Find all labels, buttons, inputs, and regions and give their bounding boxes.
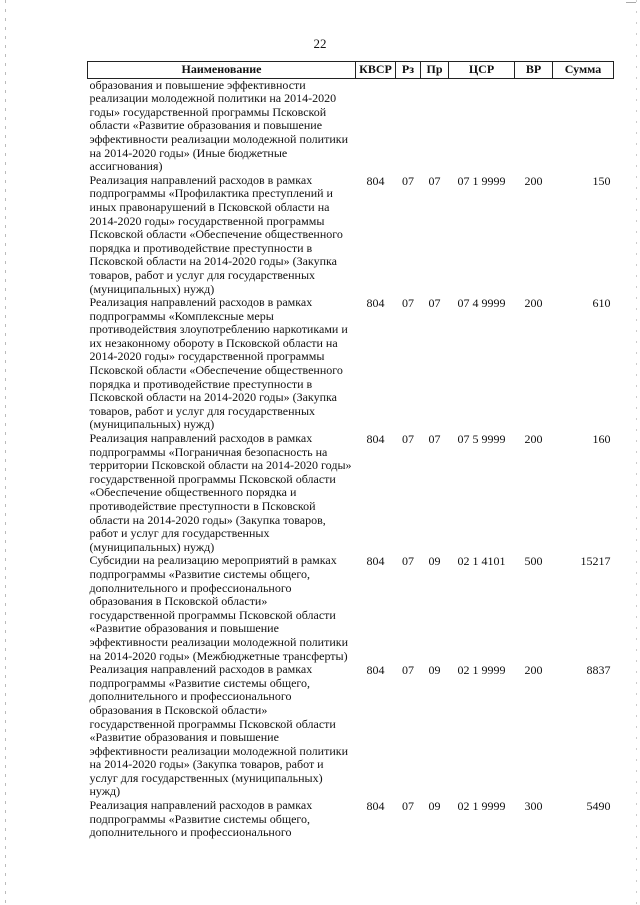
table-row — [88, 663, 614, 799]
row-kvsr: 804 — [366, 799, 385, 814]
table-row-continuation — [88, 78, 614, 174]
row-rz: 07 — [402, 296, 414, 311]
row-kvsr: 804 — [366, 554, 385, 569]
header-csr: ЦСР — [449, 62, 515, 79]
header-rz: Рз — [396, 62, 421, 79]
row-name: Субсидии на реализацию мероприятий в рамках подпрограммы «Развитие системы общего, дополнительного и профессионального образования в Псковской области» государственной программы Псковской области «Развитие образования и повышение эффективности реализации молодежной политики на 2014-2020 годы» (Межбюджетные трансферты) — [89, 553, 348, 663]
row-kvsr: 804 — [366, 173, 385, 188]
row-kvsr: 804 — [366, 296, 385, 311]
row-vr: 500 — [524, 554, 543, 569]
row-vr: 200 — [524, 173, 543, 188]
row-name: Реализация направлений расходов в рамках подпрограммы «Комплексные меры противодействия злоупотреблению наркотиками и их незаконному обороту в Псковской области на 2014-2020 годы» государственной программы Псковской области «Обеспечение общественного порядка и противодействие преступности в Псковской области на 2014-2020 годы» (Закупка товаров, работ и услуг для государственных (муниципальных) нужд) — [89, 295, 348, 432]
table-header-row — [88, 62, 614, 79]
table-row — [88, 432, 614, 554]
row-csr: 02 1 9999 — [457, 799, 506, 814]
header-pr: Пр — [421, 62, 449, 79]
row-vr: 200 — [524, 432, 543, 447]
row-pr: 09 — [428, 663, 441, 678]
row-rz: 07 — [402, 663, 414, 678]
table-row — [88, 799, 614, 840]
header-name: Наименование — [88, 62, 356, 79]
row-kvsr: 804 — [366, 663, 385, 678]
row-sum: 150 — [592, 173, 611, 188]
header-sum: Сумма — [553, 62, 614, 79]
row-vr: 200 — [524, 663, 543, 678]
row-pr: 07 — [428, 296, 441, 311]
scan-edge-right — [636, 0, 637, 905]
row-sum: 610 — [592, 296, 611, 311]
row-vr: 300 — [524, 799, 543, 814]
row-rz: 07 — [402, 554, 414, 569]
table-row — [88, 174, 614, 296]
row-kvsr: 804 — [366, 432, 385, 447]
table-row — [88, 554, 614, 663]
row-name: Реализация направлений расходов в рамках подпрограммы «Развитие системы общего, дополнительного и профессионального образования в Псковской области» государственной программы Псковской области «Развитие образования и повышение эффективности реализации молодежной политики на 2014-2020 годы» (Закупка товаров, работ и услуг для государственных (муниципальных) нужд) — [89, 662, 348, 799]
row-sum: 5490 — [586, 799, 611, 814]
row-csr: 02 1 4101 — [457, 554, 506, 569]
row-pr: 07 — [428, 173, 441, 188]
row-sum: 8837 — [586, 663, 611, 678]
row-rz: 07 — [402, 173, 414, 188]
row-name: Реализация направлений расходов в рамках подпрограммы «Профилактика преступлений и иных правонарушений в Псковской области на 2014-2020 годы» государственной программы Псковской области «Обеспечение общественного порядка и противодействие преступности в Псковской области на 2014-2020 годы» (Закупка товаров, работ и услуг для государственных (муниципальных) нужд) — [89, 172, 343, 296]
row-csr: 07 1 9999 — [457, 173, 506, 188]
budget-table — [87, 61, 614, 840]
row-pr: 09 — [428, 554, 441, 569]
row-sum: 15217 — [580, 554, 611, 569]
row-sum: 160 — [592, 432, 611, 447]
scan-edge-left — [5, 0, 6, 905]
row-csr: 07 5 9999 — [457, 432, 506, 447]
row-name: Реализация направлений расходов в рамках подпрограммы «Развитие системы общего, дополнительного и профессионального — [89, 798, 313, 840]
row-rz: 07 — [402, 799, 414, 814]
header-kvsr: КВСР — [356, 62, 396, 79]
row-vr: 200 — [524, 296, 543, 311]
row-name: Реализация направлений расходов в рамках подпрограммы «Пограничная безопасность на территории Псковской области на 2014-2020 годы» государственной программы Псковской области «Обеспечение общественного порядка и противодействие преступности в Псковской области на 2014-2020 годы» (Закупка товаров, работ и услуг для государственных (муниципальных) нужд) — [89, 431, 352, 554]
row-csr: 02 1 9999 — [457, 663, 506, 678]
header-vr: ВР — [515, 62, 553, 79]
row-pr: 07 — [428, 432, 441, 447]
table-row — [88, 296, 614, 432]
continuation-text: образования и повышение эффективности реализации молодежной политики на 2014-2020 годы» государственной программы Псковской области «Развитие образования и повышение эффективности реализации молодежной политики на 2014-2020 годы» (Иные бюджетные ассигнования) — [89, 77, 348, 174]
row-pr: 09 — [428, 799, 441, 814]
page-number: 22 — [313, 36, 327, 51]
row-csr: 07 4 9999 — [457, 296, 506, 311]
scan-mark — [626, 2, 636, 3]
row-rz: 07 — [402, 432, 414, 447]
